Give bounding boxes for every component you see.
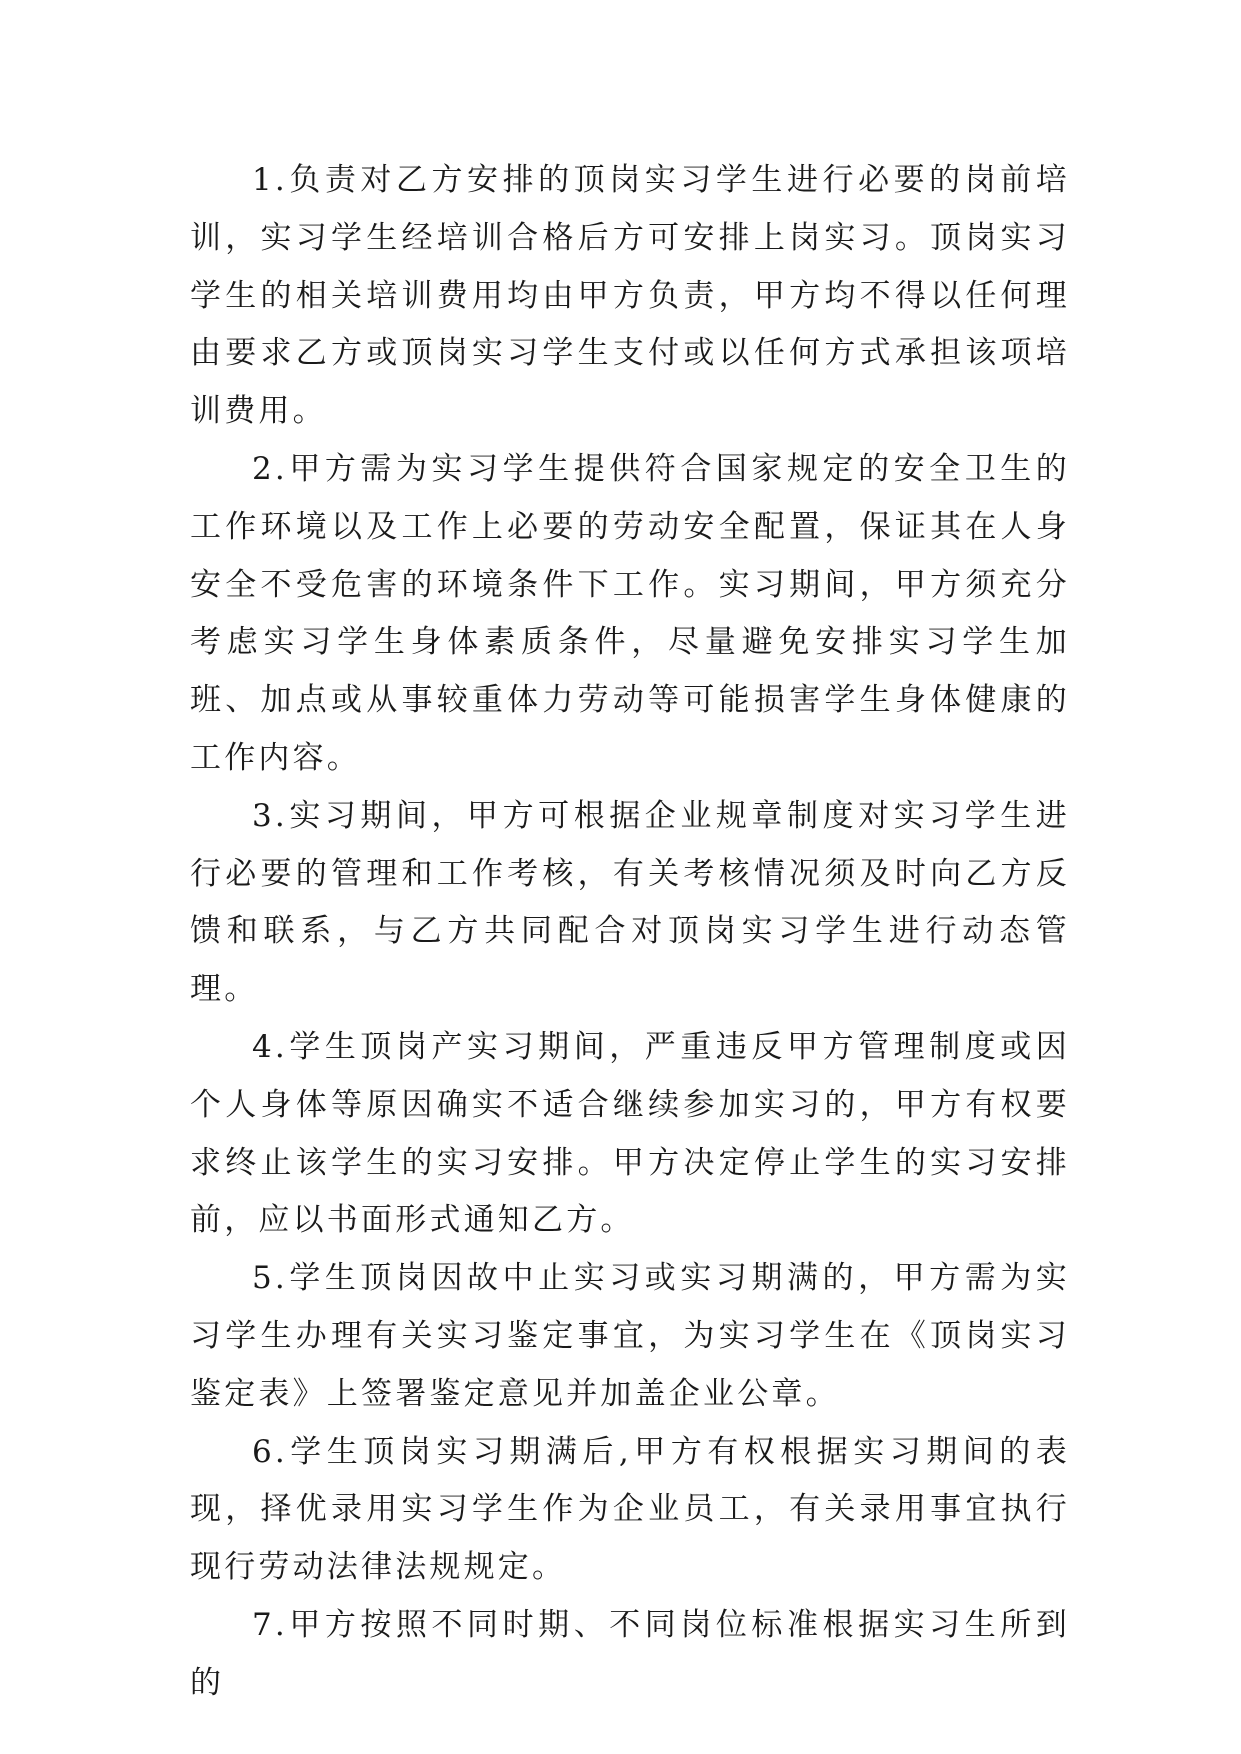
- paragraph-1: 1.负责对乙方安排的顶岗实习学生进行必要的岗前培训，实习学生经培训合格后方可安排上岗实习。顶岗实习学生的相关培训费用均由甲方负责，甲方均不得以任何理由要求乙方或顶岗实习学生支付或以任何方式承担该项培训费用。: [190, 162, 1070, 430]
- paragraph-5: 5.学生顶岗因故中止实习或实习期满的，甲方需为实习学生办理有关实习鉴定事宜，为实习学生在《顶岗实习鉴定表》上签署鉴定意见并加盖企业公章。: [190, 1260, 1070, 1412]
- paragraph-3: 3.实习期间，甲方可根据企业规章制度对实习学生进行必要的管理和工作考核，有关考核情况须及时向乙方反馈和联系，与乙方共同配合对顶岗实习学生进行动态管理。: [190, 797, 1070, 1008]
- paragraph-2: 2.甲方需为实习学生提供符合国家规定的安全卫生的工作环境以及工作上必要的劳动安全配置，保证其在人身安全不受危害的环境条件下工作。实习期间，甲方须充分考虑实习学生身体素质条件，尽量避免安排实习学生加班、加点或从事较重体力劳动等可能损害学生身体健康的工作内容。: [190, 450, 1070, 776]
- document-body: [190, 152, 1070, 1713]
- paragraph-4: 4.学生顶岗产实习期间，严重违反甲方管理制度或因个人身体等原因确实不适合继续参加实习的，甲方有权要求终止该学生的实习安排。甲方决定停止学生的实习安排前，应以书面形式通知乙方。: [190, 1028, 1070, 1239]
- paragraph-6: 6.学生顶岗实习期满后,甲方有权根据实习期间的表现，择优录用实习学生作为企业员工，有关录用事宜执行现行劳动法律法规规定。: [190, 1433, 1070, 1586]
- paragraph-7: 7.甲方按照不同时期、不同岗位标准根据实习生所到的: [190, 1606, 1070, 1701]
